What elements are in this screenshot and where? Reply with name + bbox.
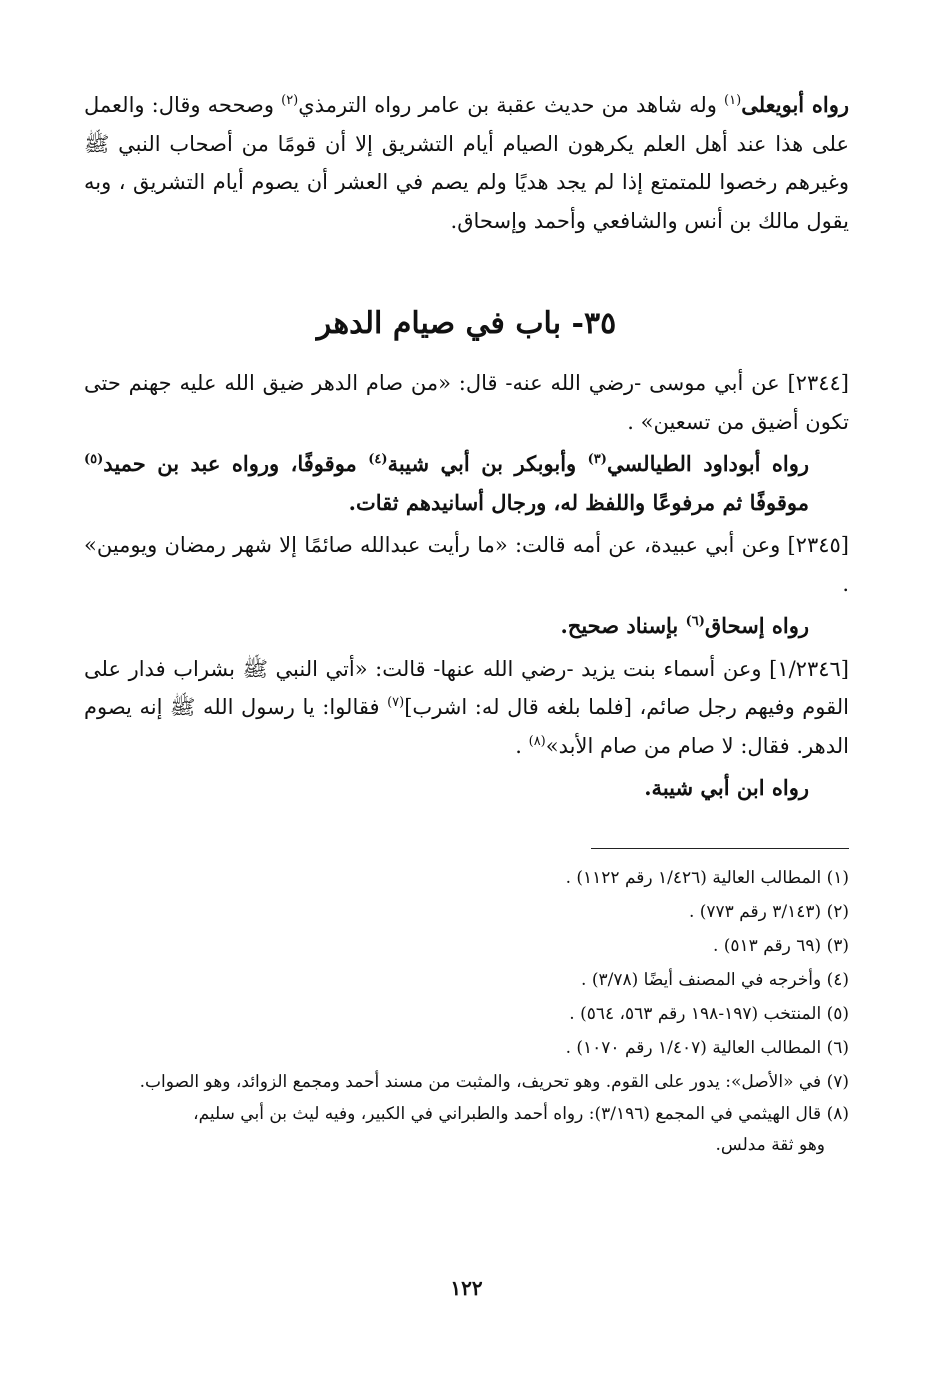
narration-2345-a: رواه إسحاق [704, 613, 809, 638]
footnote-3: (٣) (٦٩ رقم ٥١٣) . [712, 935, 849, 956]
footnote-ref-1[interactable]: (١) [724, 93, 742, 108]
page-number: ١٢٢ [450, 1276, 483, 1300]
narration-2345-b: بإسناد صحيح. [560, 613, 686, 638]
footnote-ref-2[interactable]: (٢) [281, 93, 299, 108]
footnote-8 [84, 1099, 849, 1161]
hadith-2346 [84, 650, 849, 766]
hadith-2346-a: [١/٢٣٤٦] وعن أسماء بنت يزيد -رضي الله عنها- قالت: «أتي النبي ﷺ بشراب فدار على القوم وفيهم رجل صائم، [فلما بلغه قال له: اشرب] [84, 656, 850, 719]
intro-paragraph [84, 86, 849, 240]
footnote-2: (٢) (٣/١٤٣ رقم ٧٧٣) . [688, 901, 849, 922]
intro-text-b: وصححه وقال: والعمل على هذا عند أهل العلم يكرهون الصيام أيام التشريق إلا أن قومًا من أصحاب النبي ﷺ وغيرهم رخصوا للمتمتع إذا لم يجد هديًا ولم يصم في العشر أن يصوم أيام التشريق ، وبه يقول مالك بن أنس والشافعي وأحمد وإسحاق. [84, 93, 849, 233]
hadith-2346-b: فقالوا: يا رسول الله ﷺ إنه يصوم الدهر. فقال: لا صام من صام الأبد» [84, 695, 849, 758]
footnote-4: (٤) وأخرجه في المصنف أيضًا (٣/٧٨) . [581, 969, 849, 990]
narration-2344-d: موقوفًا ثم مرفوعًا واللفظ له، ورجال أسانيدهم ثقات. [348, 489, 809, 515]
hadith-2345: [٢٣٤٥] وعن أبي عبيدة، عن أمه قالت: «ما رأيت عبدالله صائمًا إلا شهر رمضان ويومين» . [84, 533, 849, 596]
narration-2345 [84, 607, 849, 646]
footnote-ref-5[interactable]: (٥) [84, 452, 104, 467]
hadith-2344: [٢٣٤٤] عن أبي موسى -رضي الله عنه- قال: «من صام الدهر ضيق الله عليه جهنم حتى تكون أضيق من تسعين» . [84, 371, 849, 434]
footnotes-list [84, 861, 849, 1161]
narration-2344 [84, 445, 849, 522]
intro-text-a: وله شاهد من حديث عقبة بن عامر رواه الترمذي [298, 93, 725, 117]
footnote-7: (٧) في «الأصل»: يدور على القوم. وهو تحريف، والمثبت من مسند أحمد ومجمع الزوائد، وهو الصواب. [139, 1071, 849, 1092]
footnote-6: (٦) المطالب العالية (١/٤٠٧ رقم ١٠٧٠) . [565, 1037, 849, 1058]
narration-2344-b: وأبوبكر بن أبي شيبة [387, 451, 588, 476]
footnote-ref-6[interactable]: (٦) [685, 614, 705, 629]
footnote-ref-7[interactable]: (٧) [387, 695, 405, 710]
narration-2344-c: موقوفًا، ورواه عبد بن حميد [103, 451, 369, 476]
footnote-5: (٥) المنتخب (١٩٧-١٩٨ رقم ٥٦٣، ٥٦٤) . [569, 1003, 849, 1024]
footnote-separator [591, 848, 849, 849]
intro-narrator: رواه أبويعلى [741, 92, 849, 117]
footnote-8-line2: وهو ثقة مدلس. [715, 1134, 825, 1155]
footnote-1: (١) المطالب العالية (١/٤٢٦ رقم ١١٢٢) . [565, 867, 849, 888]
narration-2346: رواه ابن أبي شيبة. [644, 775, 809, 800]
footnote-ref-4[interactable]: (٤) [368, 452, 388, 467]
footnote-ref-3[interactable]: (٣) [587, 452, 607, 467]
hadith-2346-c: . [515, 733, 529, 758]
chapter-title: ٣٥- باب في صيام الدهر [316, 306, 617, 341]
footnote-8-line1: (٨) قال الهيثمي في المجمع (٣/١٩٦): رواه أحمد والطبراني في الكبير، وفيه ليث بن أبي سليم، [193, 1103, 849, 1124]
narration-2344-a: رواه أبوداود الطيالسي [606, 451, 810, 476]
footnote-ref-8[interactable]: (٨) [528, 733, 546, 749]
